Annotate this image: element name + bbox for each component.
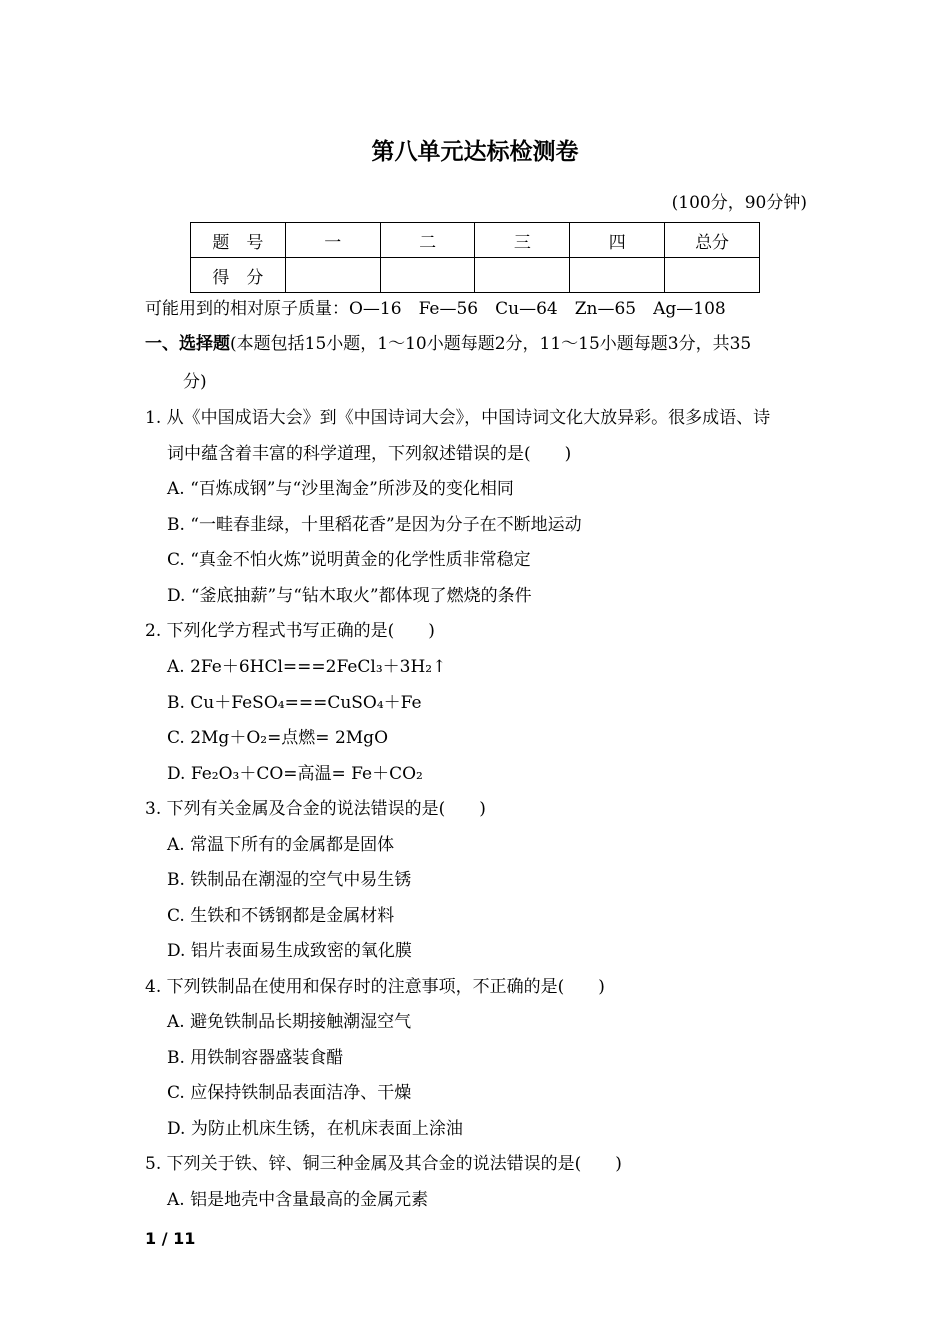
question-5-stem: 5. 下列关于铁、锌、铜三种金属及其合金的说法错误的是( ): [145, 1154, 622, 1174]
question-4-option-d: D. 为防止机床生锈，在机床表面上涂油: [167, 1119, 463, 1139]
section-desc-cont: 分): [183, 372, 207, 392]
atomic-masses: 可能用到的相对原子质量：O—16 Fe—56 Cu—64 Zn—65 Ag—108: [145, 299, 726, 319]
score-input-cell: [285, 258, 380, 293]
question-4-option-b: B. 用铁制容器盛装食醋: [167, 1048, 344, 1068]
question-1-option-d: D. “釜底抽薪”与“钻木取火”都体现了燃烧的条件: [167, 586, 532, 606]
question-3-option-c: C. 生铁和不锈钢都是金属材料: [167, 906, 395, 926]
question-1-option-c: C. “真金不怕火炼”说明黄金的化学性质非常稳定: [167, 550, 531, 570]
question-2-option-c: C. 2Mg＋O₂=点燃= 2MgO: [167, 728, 388, 748]
table-cell: 一: [285, 223, 380, 258]
question-4-stem: 4. 下列铁制品在使用和保存时的注意事项，不正确的是( ): [145, 977, 605, 997]
question-2-option-d: D. Fe₂O₃＋CO=高温= Fe＋CO₂: [167, 764, 423, 784]
score-input-cell: [570, 258, 665, 293]
question-3-option-b: B. 铁制品在潮湿的空气中易生锈: [167, 870, 412, 890]
table-row: [191, 223, 760, 258]
page-number: 1 / 11: [145, 1229, 196, 1248]
question-2-stem: 2. 下列化学方程式书写正确的是( ): [145, 621, 435, 641]
exam-meta: (100分，90分钟): [671, 193, 807, 213]
question-3-option-d: D. 铝片表面易生成致密的氧化膜: [167, 941, 412, 961]
score-input-cell: [380, 258, 475, 293]
question-5-option-a: A. 铝是地壳中含量最高的金属元素: [167, 1190, 429, 1210]
question-3-option-a: A. 常温下所有的金属都是固体: [167, 835, 395, 855]
table-row: [191, 258, 760, 293]
question-4-option-a: A. 避免铁制品长期接触潮湿空气: [167, 1012, 412, 1032]
table-cell: 题 号: [191, 223, 286, 258]
table-cell: 三: [475, 223, 570, 258]
score-input-cell: [665, 258, 760, 293]
question-2-option-b: B. Cu＋FeSO₄===CuSO₄＋Fe: [167, 693, 422, 713]
score-table: [190, 222, 760, 293]
question-1-option-b: B. “一畦春韭绿，十里稻花香”是因为分子在不断地运动: [167, 515, 582, 535]
section-heading: [145, 332, 751, 356]
question-3-stem: 3. 下列有关金属及合金的说法错误的是( ): [145, 799, 486, 819]
table-cell: 总分: [665, 223, 760, 258]
question-1-stem-cont: 词中蕴含着丰富的科学道理，下列叙述错误的是( ): [167, 444, 572, 464]
page-title: 第八单元达标检测卷: [371, 139, 579, 165]
question-1-option-a: A. “百炼成钢”与“沙里淘金”所涉及的变化相同: [167, 479, 514, 499]
table-cell: 得 分: [191, 258, 286, 293]
table-cell: 二: [380, 223, 475, 258]
question-1-stem: 1. 从《中国成语大会》到《中国诗词大会》，中国诗词文化大放异彩。很多成语、诗: [145, 408, 771, 428]
section-title: 一、选择题: [145, 334, 230, 354]
table-cell: 四: [570, 223, 665, 258]
question-2-option-a: A. 2Fe＋6HCl===2FeCl₃＋3H₂↑: [167, 657, 447, 677]
question-4-option-c: C. 应保持铁制品表面洁净、干燥: [167, 1083, 412, 1103]
score-input-cell: [475, 258, 570, 293]
section-desc: (本题包括15小题，1～10小题每题2分，11～15小题每题3分，共35: [230, 334, 752, 354]
